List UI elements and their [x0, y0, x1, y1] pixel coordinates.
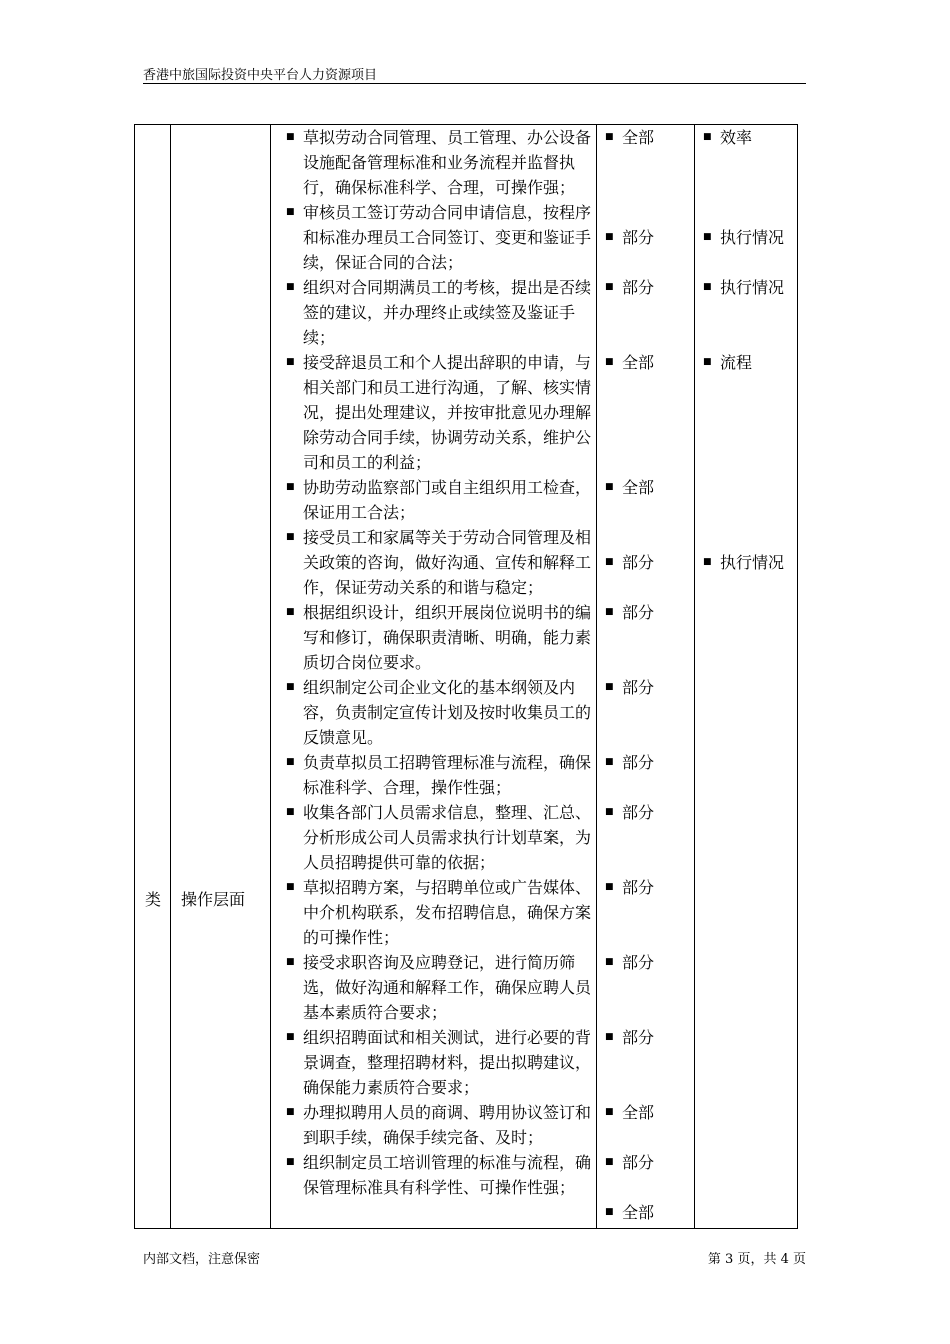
duty-text: 接受求职咨询及应聘登记，进行简历筛选，做好沟通和解释工作，确保应聘人员基本素质符合要求； [303, 953, 592, 1022]
duty-text: 办理拟聘用人员的商调、聘用协议签订和到职手续，确保手续完备、及时； [303, 1103, 592, 1147]
square-bullet-icon: ■ [605, 282, 614, 292]
authority-item [596, 950, 654, 975]
square-bullet-icon: ■ [605, 482, 614, 492]
duty-text: 组织制定员工培训管理的标准与流程，确保管理标准具有科学性、可操作性强； [303, 1153, 592, 1197]
duty-text: 组织招聘面试和相关测试，进行必要的背景调查，整理招聘材料，提出拟聘建议，确保能力素质符合要求； [303, 1028, 592, 1097]
duty-item [279, 875, 601, 950]
authority-item-text: 部分 [622, 1028, 655, 1047]
duty-text: 根据组织设计，组织开展岗位说明书的编写和修订，确保职责清晰、明确，能力素质切合岗位要求。 [303, 603, 592, 672]
square-bullet-icon: ■ [605, 882, 614, 892]
authority-item-text: 全部 [622, 353, 655, 372]
metric-item-text: 效率 [720, 128, 753, 147]
footer-page-number: 第 3 页，共 4 页 [707, 1252, 806, 1267]
square-bullet-icon: ■ [286, 357, 295, 367]
authority-item-text: 部分 [622, 553, 655, 572]
metric-item [694, 275, 784, 300]
metric-item [694, 225, 784, 250]
duty-item [279, 800, 601, 875]
duty-item [279, 950, 601, 1025]
authority-item [596, 1200, 654, 1225]
authority-item [596, 125, 654, 150]
authority-item-text: 部分 [622, 953, 655, 972]
square-bullet-icon: ■ [286, 532, 295, 542]
square-bullet-icon: ■ [605, 557, 614, 567]
authority-item [596, 800, 654, 825]
duty-text: 负责草拟员工招聘管理标准与流程，确保标准科学、合理，操作性强； [303, 753, 592, 797]
header-rule [143, 83, 806, 84]
authority-item [596, 1025, 654, 1050]
duty-item [279, 200, 601, 275]
duty-item [279, 600, 601, 675]
duty-text: 审核员工签订劳动合同申请信息，按程序和标准办理员工合同签订、变更和鉴证手续，保证合同的合法； [303, 203, 592, 272]
square-bullet-icon: ■ [605, 1107, 614, 1117]
page-header-title: 香港中旅国际投资中央平台人力资源项目 [143, 68, 378, 83]
metric-item-text: 执行情况 [720, 553, 785, 572]
square-bullet-icon: ■ [286, 482, 295, 492]
duties-list [279, 125, 601, 1200]
authority-item-text: 部分 [622, 803, 655, 822]
authority-item [596, 875, 654, 900]
authority-item [596, 675, 654, 700]
authority-item [596, 600, 654, 625]
duty-item [279, 275, 601, 350]
square-bullet-icon: ■ [286, 1157, 295, 1167]
authority-item-text: 部分 [622, 1153, 655, 1172]
metric-item-text: 执行情况 [720, 228, 785, 247]
column-divider [270, 125, 271, 1228]
duty-item [279, 525, 601, 600]
square-bullet-icon: ■ [286, 132, 295, 142]
authority-item [596, 275, 654, 300]
duty-text: 收集各部门人员需求信息，整理、汇总、分析形成公司人员需求执行计划草案，为人员招聘提供可靠的依据； [303, 803, 592, 872]
column-divider [170, 125, 171, 1228]
square-bullet-icon: ■ [605, 1032, 614, 1042]
duty-item [279, 125, 601, 200]
square-bullet-icon: ■ [703, 357, 712, 367]
footer-confidential: 内部文档，注意保密 [143, 1252, 261, 1267]
authority-item [596, 750, 654, 775]
square-bullet-icon: ■ [605, 757, 614, 767]
duty-text: 组织对合同期满员工的考核，提出是否续签的建议，并办理终止或续签及鉴证手续； [303, 278, 592, 347]
square-bullet-icon: ■ [703, 557, 712, 567]
square-bullet-icon: ■ [286, 607, 295, 617]
square-bullet-icon: ■ [286, 1032, 295, 1042]
authority-item [596, 225, 654, 250]
level-cell: 操作层面 [181, 890, 246, 909]
duty-text: 接受员工和家属等关于劳动合同管理及相关政策的咨询，做好沟通、宣传和解释工作，保证劳动关系的和谐与稳定； [303, 528, 592, 597]
square-bullet-icon: ■ [286, 882, 295, 892]
authority-item-text: 全部 [622, 1103, 655, 1122]
duty-text: 接受辞退员工和个人提出辞职的申请，与相关部门和员工进行沟通，了解、核实情况，提出处理建议，并按审批意见办理解除劳动合同手续，协调劳动关系，维护公司和员工的利益； [303, 353, 592, 472]
duty-text: 草拟招聘方案，与招聘单位或广告媒体、中介机构联系，发布招聘信息，确保方案的可操作性； [303, 878, 592, 947]
duty-item [279, 475, 601, 525]
metric-item-text: 执行情况 [720, 278, 785, 297]
square-bullet-icon: ■ [286, 682, 295, 692]
metric-item [694, 125, 752, 150]
authority-item-text: 部分 [622, 278, 655, 297]
duty-item [279, 750, 601, 800]
metric-item [694, 350, 752, 375]
authority-item-text: 全部 [622, 1203, 655, 1222]
square-bullet-icon: ■ [703, 282, 712, 292]
square-bullet-icon: ■ [605, 682, 614, 692]
square-bullet-icon: ■ [605, 132, 614, 142]
duty-item [279, 350, 601, 475]
authority-item-text: 全部 [622, 128, 655, 147]
duty-text: 草拟劳动合同管理、员工管理、办公设备设施配备管理标准和业务流程并监督执行，确保标准科学、合理，可操作强； [303, 128, 592, 197]
authority-item [596, 350, 654, 375]
square-bullet-icon: ■ [605, 232, 614, 242]
duty-item [279, 675, 601, 750]
authority-item [596, 550, 654, 575]
authority-item [596, 1150, 654, 1175]
square-bullet-icon: ■ [605, 957, 614, 967]
authority-item [596, 475, 654, 500]
authority-item-text: 部分 [622, 878, 655, 897]
duty-item [279, 1025, 601, 1100]
square-bullet-icon: ■ [286, 1107, 295, 1117]
authority-item-text: 部分 [622, 228, 655, 247]
square-bullet-icon: ■ [286, 207, 295, 217]
square-bullet-icon: ■ [605, 357, 614, 367]
metric-item-text: 流程 [720, 353, 753, 372]
square-bullet-icon: ■ [703, 232, 712, 242]
duty-item [279, 1100, 601, 1150]
square-bullet-icon: ■ [286, 757, 295, 767]
square-bullet-icon: ■ [605, 1207, 614, 1217]
authority-item-text: 全部 [622, 478, 655, 497]
responsibility-table [134, 124, 798, 1229]
authority-item-text: 部分 [622, 753, 655, 772]
authority-item [596, 1100, 654, 1125]
authority-item-text: 部分 [622, 678, 655, 697]
square-bullet-icon: ■ [286, 282, 295, 292]
square-bullet-icon: ■ [605, 1157, 614, 1167]
square-bullet-icon: ■ [703, 132, 712, 142]
square-bullet-icon: ■ [605, 607, 614, 617]
category-cell: 类 [144, 890, 161, 909]
square-bullet-icon: ■ [605, 807, 614, 817]
duty-item [279, 1150, 601, 1200]
duty-text: 协助劳动监察部门或自主组织用工检查，保证用工合法； [303, 478, 592, 522]
square-bullet-icon: ■ [286, 957, 295, 967]
duty-text: 组织制定公司企业文化的基本纲领及内容，负责制定宣传计划及按时收集员工的反馈意见。 [303, 678, 592, 747]
authority-item-text: 部分 [622, 603, 655, 622]
metric-item [694, 550, 784, 575]
square-bullet-icon: ■ [286, 807, 295, 817]
